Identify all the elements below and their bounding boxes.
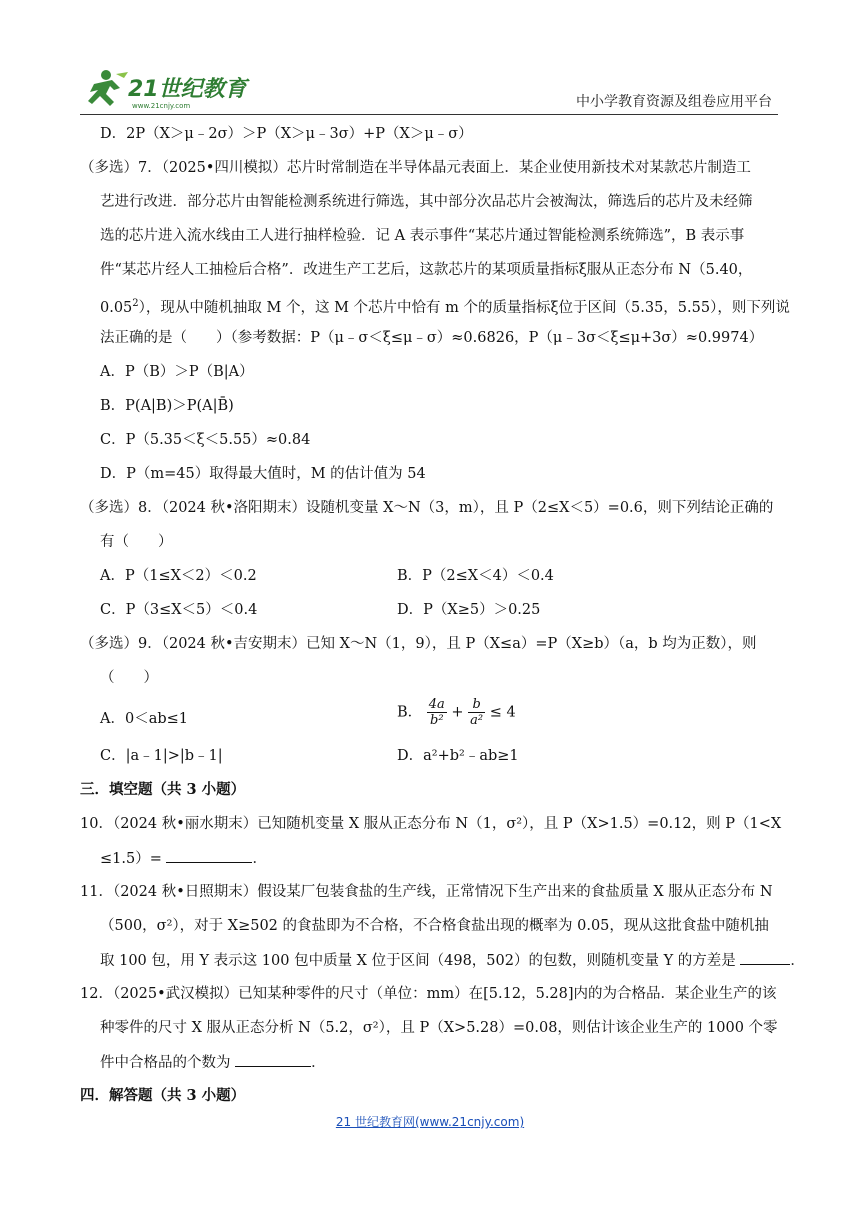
q7-option-b: B．P(A|B)＞P(A|B̄) bbox=[100, 398, 234, 414]
q8-option-b: B．P（2≤X＜4）＜0.4 bbox=[397, 568, 554, 584]
q8-option-c: C．P（3≤X＜5）＜0.4 bbox=[100, 602, 258, 618]
answer-blank[interactable] bbox=[740, 950, 790, 965]
q11-line-1: 11．（2024 秋•日照期末）假设某厂包装食盐的生产线，正常情况下生产出来的食盐质量 X 服从正态分布 N bbox=[80, 884, 773, 900]
fraction-1: $\frac{4a}{\text{b²}}$ bbox=[428, 697, 445, 728]
q7-line-2: 艺进行改进．部分芯片由智能检测系统进行筛选，其中部分次品芯片会被淘汰，筛选后的芯片及未经筛 bbox=[100, 194, 753, 210]
q10-line-1: 10．（2024 秋•丽水期末）已知随机变量 X 服从正态分布 N（1，σ²），且 P（X>1.5）=0.12，则 P（1<X bbox=[80, 816, 782, 832]
logo bbox=[80, 66, 250, 112]
q12-line-1: 12．（2025•武汉模拟）已知某种零件的尺寸（单位：mm）在[5.12，5.28]内的为合格品．某企业生产的该 bbox=[80, 986, 777, 1002]
section-3-heading: 三．填空题（共 3 小题） bbox=[80, 781, 246, 798]
q7-line-1: （多选）7．（2025•四川模拟）芯片时常制造在半导体晶元表面上．某企业使用新技术对某款芯片制造工 bbox=[80, 160, 751, 176]
q7-option-a: A．P（B）＞P（B|A） bbox=[100, 364, 254, 380]
logo-url: www.21cnjy.com bbox=[132, 102, 191, 110]
q7-line-3: 选的芯片进入流水线由工人进行抽样检验．记 A 表示事件“某芯片通过智能检测系统筛选”，B 表示事 bbox=[100, 228, 745, 244]
q11-line-2: （500，σ²），对于 X≥502 的食盐即为不合格，不合格食盐出现的概率为 0.05，现从这批食盐中随机抽 bbox=[100, 918, 769, 934]
q6-option-d: D．2P（X＞μ﹣2σ）＞P（X＞μ﹣3σ）+P（X＞μ﹣σ） bbox=[100, 126, 473, 142]
page-header bbox=[80, 66, 778, 115]
q8-line-1: （多选）8．（2024 秋•洛阳期末）设随机变量 X～N（3，m），且 P（2≤X＜5）=0.6，则下列结论正确的 bbox=[80, 500, 774, 516]
q12-line-2: 种零件的尺寸 X 服从正态分析 N（5.2，σ²），且 P（X>5.28）=0.08，则估计该企业生产的 1000 个零 bbox=[100, 1020, 778, 1036]
answer-blank[interactable] bbox=[166, 848, 252, 863]
q7-line-5: 0.05$^2$），现从中随机抽取 M 个，这 M 个芯片中恰有 m 个的质量指标ξ位于区间（5.35，5.55），则下列说 bbox=[100, 298, 790, 316]
q9-option-d: D．a²+b²﹣ab≥1 bbox=[397, 748, 519, 764]
q7-line-6: 法正确的是（ ）（参考数据：P（μ﹣σ＜ξ≤μ﹣σ）≈0.6826，P（μ﹣3σ＜ξ≤μ+3σ）≈0.9974） bbox=[100, 330, 764, 346]
q8-option-a: A．P（1≤X＜2）＜0.2 bbox=[100, 568, 257, 584]
q9-options-row-1 bbox=[100, 697, 800, 729]
q8-options-row-2 bbox=[100, 600, 800, 620]
q9-options-row-2 bbox=[100, 746, 800, 766]
q9-option-a: A．0＜ab≤1 bbox=[100, 711, 188, 727]
q7-option-c: C．P（5.35＜ξ＜5.55）≈0.84 bbox=[100, 432, 311, 448]
q9-option-b: B． $\frac{4a}{\text{b²}}$ + $\frac{b}{\text{a²}}$ ≤ 4 bbox=[397, 697, 516, 728]
footer-link[interactable]: 21 世纪教育网(www.21cnjy.com) bbox=[335, 1115, 525, 1129]
logo-text: 21世纪教育 bbox=[128, 77, 247, 102]
platform-name: 中小学教育资源及组卷应用平台 bbox=[576, 94, 772, 110]
q9-line-2: （ ） bbox=[100, 670, 158, 686]
q7-option-d: D．P（m=45）取得最大值时，M 的估计值为 54 bbox=[100, 466, 426, 482]
q10-line-2: ≤1.5）= ． bbox=[100, 848, 267, 869]
q8-option-d: D．P（X≥5）＞0.25 bbox=[397, 602, 541, 618]
q12-line-3: 件中合格品的个数为 ． bbox=[100, 1052, 326, 1073]
q9-option-c: C．|a﹣1|>|b﹣1| bbox=[100, 748, 223, 764]
fraction-2: $\frac{b}{\text{a²}}$ bbox=[470, 697, 484, 728]
section-4-heading: 四．解答题（共 3 小题） bbox=[80, 1087, 246, 1104]
answer-blank[interactable] bbox=[235, 1052, 311, 1067]
q9-line-1: （多选）9．（2024 秋•吉安期末）已知 X～N（1，9），且 P（X≤a）=P（X≥b）（a，b 均为正数），则 bbox=[80, 636, 757, 652]
q7-line-4: 件“某芯片经人工抽检后合格”．改进生产工艺后，这款芯片的某项质量指标ξ服从正态分布 N（5.40， bbox=[100, 262, 753, 278]
q8-line-2: 有（ ） bbox=[100, 534, 173, 550]
q11-line-3: 取 100 包，用 Y 表示这 100 包中质量 X 位于区间（498，502）的包数，则随机变量 Y 的方差是 ． bbox=[100, 950, 805, 971]
q8-options-row-1 bbox=[100, 566, 800, 586]
